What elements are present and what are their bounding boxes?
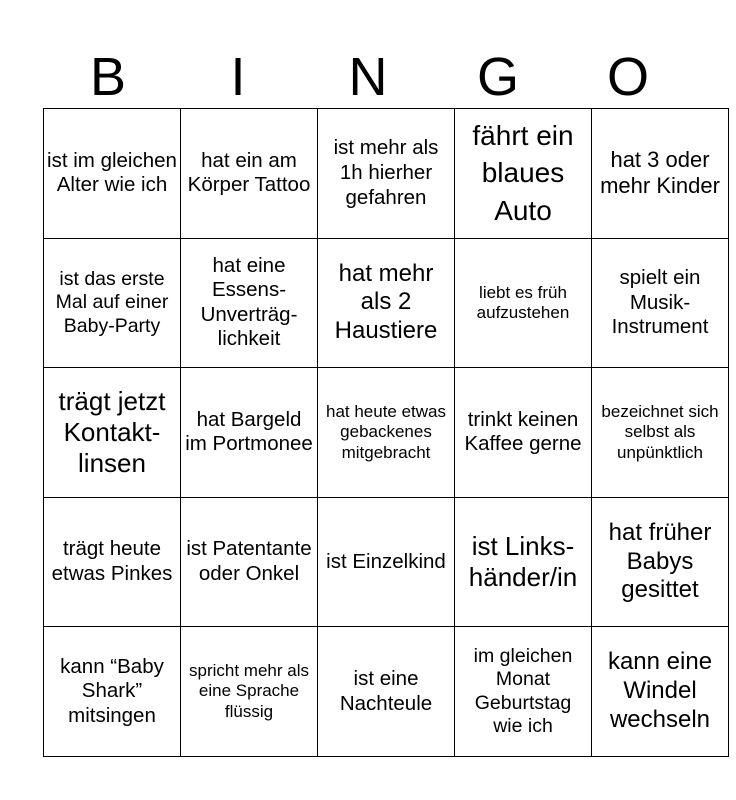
bingo-cell-r1c1[interactable] [44,109,181,239]
header-letter-g: G [476,47,519,107]
bingo-cell-r4c1[interactable] [44,497,181,627]
bingo-cell-r4c5[interactable] [592,497,729,627]
bingo-cell-r2c2[interactable] [181,238,318,368]
grid-row-4 [44,497,729,627]
bingo-cell-r3c2[interactable] [181,368,318,498]
cell-text: trägt jetzt Kontakt-linsen [58,385,166,479]
grid-row-3 [44,368,729,498]
bingo-cell-r1c5[interactable] [592,109,729,239]
bingo-cell-r2c4[interactable] [455,238,592,368]
cell-text: ist Patentante oder Onkel [186,537,312,586]
cell-text: bezeichnet sich selbst als unpünktlich [601,401,719,462]
cell-text: ist Einzelkind [326,549,446,573]
cell-text: fährt ein blaues Auto [472,119,574,227]
grid-row-5 [44,627,729,757]
bingo-cell-r1c3[interactable] [318,109,455,239]
bingo-cell-r2c5[interactable] [592,238,729,368]
header-letter-n: N [348,47,388,107]
bingo-cell-r5c4[interactable] [455,627,592,757]
bingo-cell-r3c4[interactable] [455,368,592,498]
cell-text: ist Links-händer/in [468,530,578,593]
bingo-cell-r2c1[interactable] [44,238,181,368]
bingo-cell-r1c2[interactable] [181,109,318,239]
bingo-cell-r5c2[interactable] [181,627,318,757]
cell-text: kann “Baby Shark” mitsingen [60,654,164,727]
bingo-cell-r5c3[interactable] [318,627,455,757]
bingo-cell-r1c4[interactable] [455,109,592,239]
cell-text: ist im gleichen Alter wie ich [47,148,177,197]
cell-text: ist das erste Mal auf einer Baby-Party [55,267,169,337]
bingo-cell-r3c5[interactable] [592,368,729,498]
cell-text: hat Bargeld im Portmonee [185,407,313,456]
cell-text: hat heute etwas gebackenes mitgebracht [325,401,447,462]
cell-text: liebt es früh aufzustehen [476,282,570,322]
bingo-cell-r4c2[interactable] [181,497,318,627]
bingo-cell-r3c3[interactable] [318,368,455,498]
bingo-cell-r3c1[interactable] [44,368,181,498]
bingo-header [43,46,693,108]
header-letter-i: I [230,47,246,107]
cell-text: im gleichen Monat Geburtstag wie ich [473,644,573,738]
cell-text: hat ein am Körper Tattoo [187,148,311,197]
cell-text: hat mehr als 2 Haustiere [334,259,438,345]
cell-text: ist eine Nachteule [339,667,433,715]
cell-text: ist mehr als 1h hierher gefahren [333,136,439,209]
cell-text: trägt heute etwas Pinkes [51,537,173,586]
cell-text: hat 3 oder mehr Kinder [600,146,720,199]
bingo-cell-r2c3[interactable] [318,238,455,368]
cell-text: hat eine Essens-Unverträg-lichkeit [200,253,298,351]
cell-text: hat früher Babys gesittet [608,518,712,604]
grid-row-2 [44,238,729,368]
cell-text: spricht mehr als eine Sprache flüssig [189,661,309,721]
cell-text: spielt ein Musik-Instrument [611,266,709,339]
header-letter-o: O [606,47,649,107]
grid-row-1 [44,109,729,239]
cell-text: kann eine Windel wechseln [607,648,713,734]
bingo-grid [43,108,729,757]
bingo-cell-r4c4[interactable] [455,497,592,627]
cell-text: trinkt keinen Kaffee gerne [464,407,582,456]
bingo-cell-r5c5[interactable] [592,627,729,757]
header-letter-b: B [89,47,127,107]
bingo-cell-r4c3[interactable] [318,497,455,627]
bingo-cell-r5c1[interactable] [44,627,181,757]
